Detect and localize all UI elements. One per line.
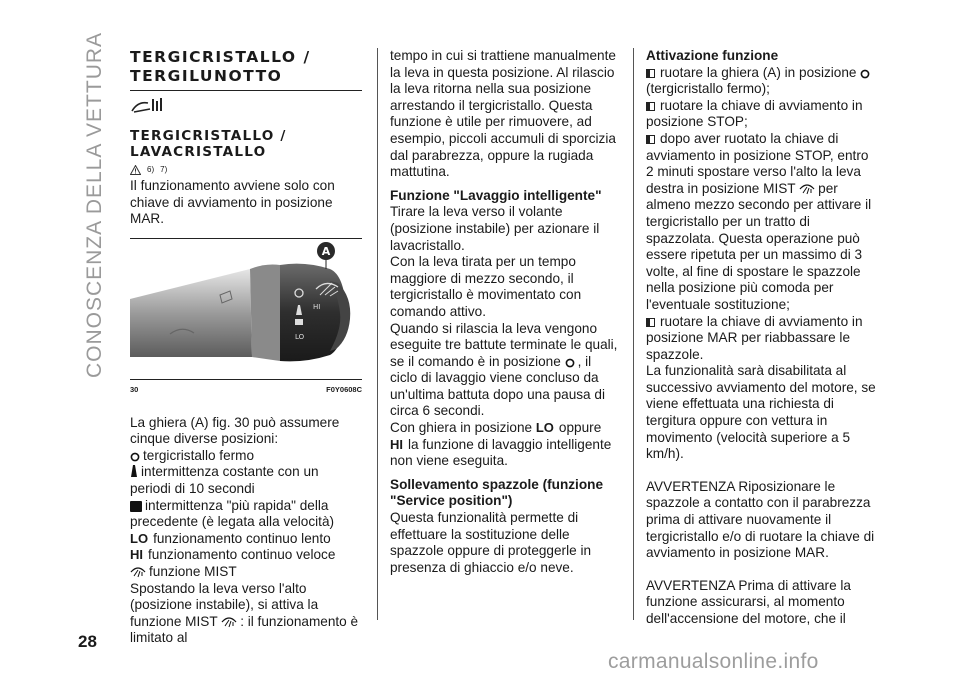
bullet-icon [646,69,655,78]
warning-2: AVVERTENZA Prima di attivare la funzione assicurarsi, al momento dell'accensione del motore, che il [646,577,851,626]
mist-icon [799,183,815,195]
hi-symbol: HI [390,436,403,452]
heading-service-position: Sollevamento spazzole (funzione "Service position") [390,476,603,509]
bullet-icon [646,135,655,144]
position-mist: funzione MIST [130,564,362,581]
off-circle-icon [130,451,140,462]
wiper-stalk-illustration [130,239,362,379]
figure-code: F0Y0608C [326,384,362,394]
disable-note: La funzionalità sarà disabilitata al successivo avviamento del motore, se viene effettuata una richiesta di tergitura oppure con vettura in movimento (velocità superiore a 5 km/h). [646,363,876,462]
callout-a: A [321,244,331,258]
page-number: 28 [78,632,97,651]
warning-icon [130,165,141,175]
position-intermittent: intermittenza costante con un periodi di 10 secondi [130,464,319,496]
mist-description: Spostando la leva verso l'alto (posizione instabile), si attiva la funzione MIST : il funzionamento è limitato al [130,580,359,646]
intro-text: Il funzionamento avviene solo con chiave di avviamento in posizione MAR. [130,178,335,227]
fast-intermittent-icon [130,501,142,512]
bullet-icon [646,318,655,327]
side-chapter-tab [78,31,112,379]
position-lo: LO funzionamento continuo lento [130,530,331,546]
hi-symbol: HI [130,547,143,563]
ref-7[interactable]: 7) [160,164,168,174]
section-heading: TERGICRISTALLO / LAVACRISTALLO [130,127,287,160]
bullet-icon [646,102,655,111]
lever-lo-label: LO [295,332,305,341]
chapter-title: CONOSCENZA DELLA VETTURA [83,31,107,379]
service-text: Questa funzionalità permette di effettuare la sostituzione delle spazzole oppure di proteggerle in presenza di ghiaccio e/o neve. [390,510,592,575]
column-1 [130,48,362,647]
step-1: ruotare la ghiera (A) in posizione (tergicristallo fermo); [646,65,878,98]
intelligent-p3: Quando si rilascia la leva vengono eseguite tre battute terminate le quali, se il comando è in posizione , il ciclo di lavaggio viene concluso da un'ultima battuta dopo una pausa di circa 6 secondi. [390,320,618,419]
ref-6[interactable]: 6) [147,164,155,174]
step-2: ruotare la chiave di avviamento in posizione STOP; [646,97,863,130]
intermittent-icon [130,465,138,478]
off-circle-icon [860,68,870,79]
step-4: ruotare la chiave di avviamento in posizione MAR per riabbassare le spazzole. [646,313,863,362]
column-divider-2 [633,48,634,620]
mist-icon-inline [221,616,237,628]
warning-refs [130,162,362,179]
lo-symbol: LO [130,530,149,546]
position-hi: HI funzionamento continuo veloce [130,547,336,563]
intelligent-p1: Tirare la leva verso il volante (posizione instabile) per azionare il lavacristallo. [390,204,600,253]
wiper-lever-icon [130,97,362,120]
intelligent-p4: Con ghiera in posizione LO oppure HI la funzione di lavaggio intelligente non viene eseguita. [390,420,612,469]
position-off: tergicristallo fermo [130,448,362,465]
off-circle-icon [565,357,575,368]
positions-intro: La ghiera (A) fig. 30 può assumere cinque diverse posizioni: [130,414,340,447]
figure-30 [130,238,362,380]
figure-caption [130,382,362,399]
lo-symbol: LO [535,420,554,436]
mist-icon [130,566,146,578]
heading-activation: Attivazione funzione [646,48,779,63]
column-2 [390,48,618,576]
figure-number: 30 [130,384,139,394]
step-3: dopo aver ruotato la chiave di avviamento in posizione STOP, entro 2 minuti spostare verso l'alto la leva destra in posizione MIST per almeno mezzo secondo per attivare il tergicristallo per un tratto di spazzolata. Questa operazione può essere ripetuta per un massimo di 3 volte, al fine di spostare le spazzole nella posizione più comoda per l'eventuale sostituzione; [646,130,872,312]
column-3 [646,48,878,628]
position-fast-intermittent: intermittenza "più rapida" della precedente (è legata alla velocità) [130,497,335,530]
lever-hi-label: HI [313,302,321,311]
watermark: carmanualsonline.info [608,650,819,673]
heading-intelligent-wash: Funzione "Lavaggio intelligente" [390,187,602,203]
column-divider-1 [377,48,378,620]
intelligent-p2: Con la leva tirata per un tempo maggiore di mezzo secondo, il tergicristallo è movimentato con comando attivo. [390,254,582,319]
main-heading: TERGICRISTALLO / TERGILUNOTTO [130,48,362,91]
mist-continued: tempo in cui si trattiene manualmente la leva in questa posizione. Al rilascio la leva ritorna nella sua posizione arrestando il tergicristallo. Questa funzione è utile per rimuovere, ad esempio, piccoli accumuli di sporcizia dal parabrezza, oppure la rugiada mattutina. [390,48,616,180]
warning-1: AVVERTENZA Riposizionare le spazzole a contatto con il parabrezza prima di attivare nuovamente il tergicristallo e/o di ruotare la chiave di avviamento in posizione MAR. [646,478,875,561]
